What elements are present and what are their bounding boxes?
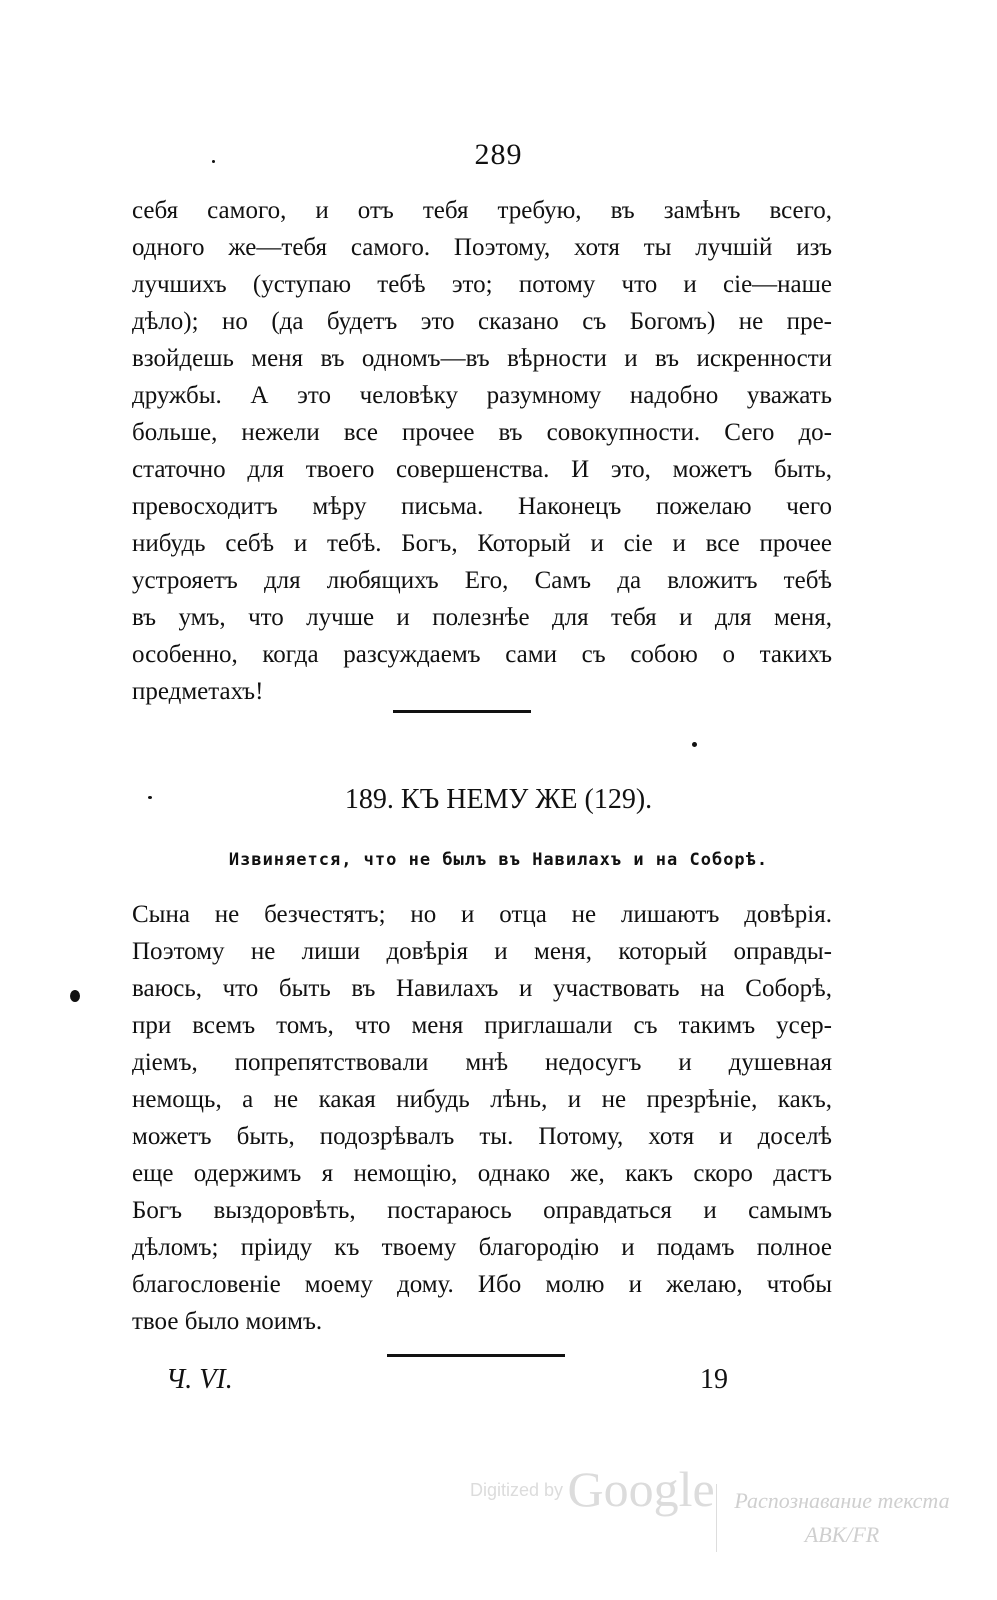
letter-subtitle: Извиняется, что не былъ въ Навилахъ и на Соборѣ.	[228, 850, 769, 870]
ink-speck	[692, 742, 697, 747]
letter-body-line: немощь, а не какая нибудь лѣнь, и не презрѣніе, какъ,	[132, 1086, 832, 1113]
paragraph-line: одного же—тебя самого. Поэтому, хотя ты лучшій изъ	[132, 234, 832, 261]
digitized-by-text: Digitized by	[470, 1480, 564, 1500]
paragraph-line: предметахъ!	[132, 678, 264, 705]
paragraph-line: устрояетъ для любящихъ Его, Самъ да вложитъ тебѣ	[132, 567, 832, 594]
paragraph-line: нибудь себѣ и тебѣ. Богъ, Который и сіе и все прочее	[132, 530, 832, 557]
paragraph-line: дѣло); но (да будетъ это сказано съ Богомъ) не пре-	[132, 308, 832, 335]
letter-body-line: еще одержимъ я немощію, однако же, какъ скоро дастъ	[132, 1160, 832, 1187]
ink-speck	[212, 160, 215, 163]
ink-speck	[70, 990, 80, 1002]
letter-body-line: твое было моимъ.	[132, 1308, 323, 1335]
letter-body-line: при всемъ томъ, что меня приглашали съ такимъ усер-	[132, 1012, 832, 1039]
paragraph-line: лучшихъ (уступаю тебѣ это; потому что и сіе—наше	[132, 271, 832, 298]
part-label: Ч. VI.	[166, 1364, 233, 1395]
paragraph-line: особенно, когда разсуждаемъ сами съ собою о такихъ	[132, 641, 832, 668]
letter-body-line: благословеніе моему дому. Ибо молю и желаю, чтобы	[132, 1271, 832, 1298]
page-number: 289	[474, 138, 523, 171]
signature-number: 19	[700, 1364, 728, 1395]
top-paragraph	[132, 192, 832, 710]
ocr-watermark-line-1: Распознавание текста	[734, 1488, 950, 1513]
paragraph-line: больше, нежели все прочее въ совокупности. Сего до-	[132, 419, 832, 446]
letter-body-line: Сына не безчестятъ; но и отца не лишаютъ довѣрія.	[132, 901, 832, 928]
letter-title: 189. КЪ НЕМУ ЖЕ (129).	[344, 784, 653, 815]
paragraph-line: дружбы. А это человѣку разумному надобно уважать	[132, 382, 832, 409]
section-divider	[393, 710, 531, 713]
end-divider	[387, 1354, 565, 1357]
letter-body-line: діемъ, попрепятствовали мнѣ недосугъ и душевная	[132, 1049, 832, 1076]
ocr-watermark	[716, 1484, 967, 1552]
paragraph-line: себя самого, и отъ тебя требую, въ замѣнъ всего,	[132, 197, 832, 224]
paragraph-line: превосходитъ мѣру письма. Наконецъ пожелаю чего	[132, 493, 832, 520]
letter-body-line: можетъ быть, подозрѣвалъ ты. Потому, хотя и доселѣ	[132, 1123, 832, 1150]
paragraph-line: статочно для твоего совершенства. И это, можетъ быть,	[132, 456, 832, 483]
google-watermark	[470, 1460, 715, 1518]
google-logo-text: Google	[567, 1461, 715, 1517]
paragraph-line: въ умъ, что лучше и полезнѣе для тебя и для меня,	[132, 604, 832, 631]
ink-speck	[148, 796, 152, 799]
letter-body-line: ваюсь, что быть въ Навилахъ и участвовать на Соборѣ,	[132, 975, 832, 1002]
letter-body-line: Богъ выздоровѣть, постараюсь оправдаться и самымъ	[132, 1197, 832, 1224]
letter-body-line: дѣломъ; пріиду къ твоему благородію и подамъ полное	[132, 1234, 832, 1261]
letter-body	[132, 896, 832, 1340]
paragraph-line: взойдешь меня въ одномъ—въ вѣрности и въ искренности	[132, 345, 832, 372]
ocr-watermark-line-2: АВК/FR	[804, 1522, 880, 1547]
letter-body-line: Поэтому не лиши довѣрія и меня, который оправды-	[132, 938, 832, 965]
